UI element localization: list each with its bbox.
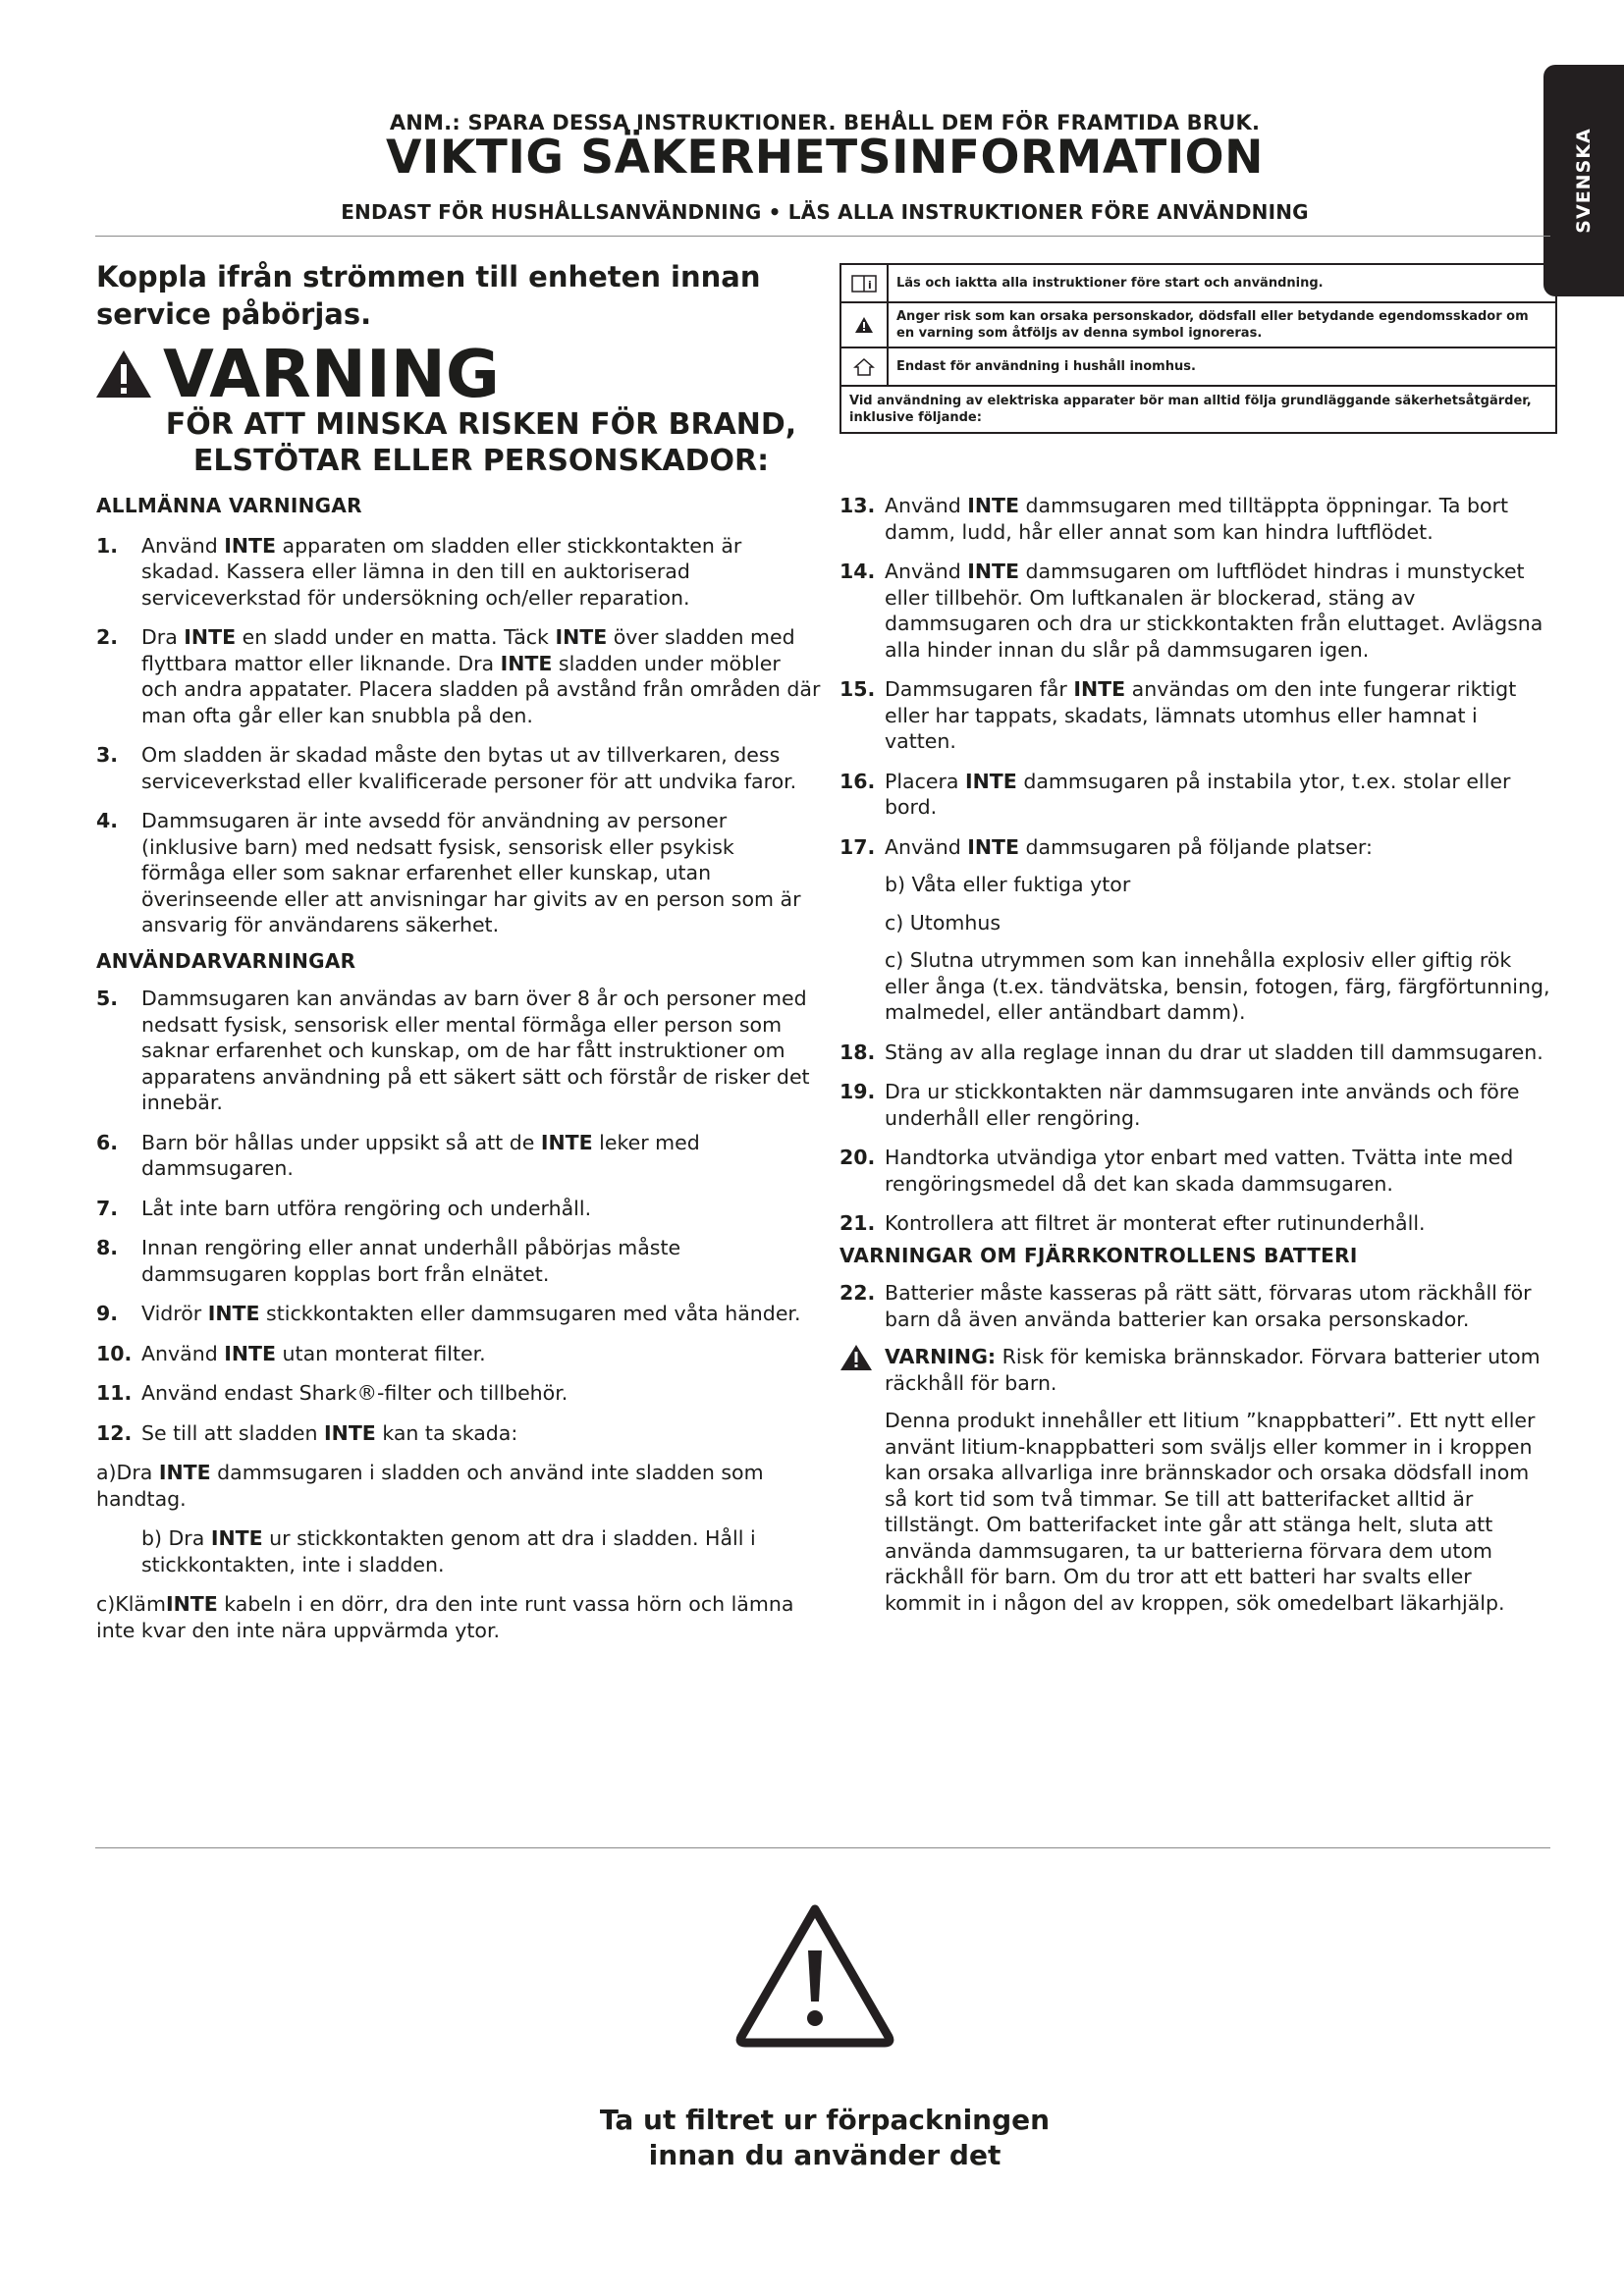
list-item <box>96 1301 823 1327</box>
list-item <box>839 1079 1553 1131</box>
sub-item <box>96 1591 823 1643</box>
legend-row-indoor <box>841 348 1555 387</box>
warning-subtitle: FÖR ATT MINSKA RISKEN FÖR BRAND, ELSTÖTAR ELLER PERSONSKADOR: <box>165 407 797 478</box>
item-text: Se till att sladden <box>141 1420 325 1445</box>
battery-paragraph: Denna produkt innehåller ett litium ”knappbatteri”. Ett nytt eller använt litium-knappbatteri som sväljs eller kommer in i kroppen kan orsaka allvarliga inre brännskador och orsaka dödsfall inom så kort tid som två timmar. Se till att batterifacket alltid är tillstängt. Om batterifacket inte går att stänga helt, sluta att använda dammsugaren, ta ur batterierna förvara dem utom räckhåll för barn. Om du tror att ett batteri har svalts eller kommit in i någon del av kroppen, sök omedelbart läkarhjälp. <box>885 1409 1536 1615</box>
item-emphasis: INTE <box>210 1526 263 1550</box>
list-item <box>839 1040 1553 1066</box>
item-text: leker med dammsugaren. <box>141 1130 700 1180</box>
item-number: 14. <box>839 560 876 583</box>
item-emphasis: INTE <box>967 560 1020 583</box>
legend-row-manual-text: Läs och iaktta alla instruktioner före start och användning. <box>896 276 1324 291</box>
item-emphasis: INTE <box>967 494 1020 517</box>
item-text: stickkontakten eller dammsugaren med våta händer. <box>259 1302 801 1325</box>
list-item <box>96 624 823 728</box>
list-item <box>96 986 823 1116</box>
item-text: a)Dra <box>96 1461 159 1484</box>
list-item <box>96 1380 823 1407</box>
item-number: 15. <box>839 677 876 701</box>
item-number: 11. <box>96 1381 133 1405</box>
header-note: ANM.: SPARA DESSA INSTRUKTIONER. BEHÅLL DEM FÖR FRAMTIDA BRUK. <box>389 111 1261 134</box>
item-text: Dammsugaren kan användas av barn över 8 år och personer med nedsatt fysisk, sensorisk eller mental förmåga eller person som saknar erfarenhet och kunskap, om de har fått instruktioner om apparatens användning på ett säkert sätt och förstår de risker det innebär. <box>141 987 810 1114</box>
item-text: Använd <box>141 1341 225 1365</box>
svg-text:i: i <box>868 278 872 292</box>
item-text: en sladd under en matta. Täck <box>236 625 556 649</box>
header-divider <box>95 236 1550 237</box>
warning-title: VARNING <box>163 336 500 412</box>
legend-row-warning-text: Anger risk som kan orsaka personskador, dödsfall eller betydande egendomsskador om en varning som åtföljs av denna symbol ignoreras. <box>896 309 1529 341</box>
item-text: dammsugaren med tilltäppta öppningar. Ta bort damm, ludd, hår eller annat som kan hindra luftflödet. <box>885 494 1509 544</box>
manual-icon <box>841 265 889 301</box>
item-text: Vidrör <box>141 1302 208 1325</box>
item-text: Använd <box>141 533 225 558</box>
left-column <box>96 493 823 1643</box>
item-emphasis: INTE <box>158 1461 211 1484</box>
item-text: Dra <box>141 625 185 649</box>
item-number: 1. <box>96 533 119 558</box>
list-item <box>96 1341 823 1367</box>
item-text: dammsugaren i sladden och använd inte sladden som handtag. <box>96 1461 764 1511</box>
item-text: över sladden med flyttbara mattor eller liknande. Dra <box>141 625 795 675</box>
list-item <box>96 1130 823 1182</box>
item-text: Använd <box>885 560 968 583</box>
warning-triangle-icon <box>94 348 153 400</box>
item-emphasis: INTE <box>555 625 608 649</box>
list-item <box>839 1280 1553 1332</box>
item-text: Batterier måste kasseras på rätt sätt, förvaras utom räckhåll för barn då även använda batterier kan orsaka personskador. <box>885 1281 1532 1331</box>
item-text: dammsugaren om luftflödet hindras i munstycket eller tillbehör. Om luftkanalen är blockerad, stäng av dammsugaren och dra ur stickkontakten från eluttaget. Avlägsna alla hinder innan du slår på dammsugaren igen. <box>885 560 1543 662</box>
item-text: dammsugaren på följande platser: <box>1019 834 1373 859</box>
item-number: 3. <box>96 743 119 767</box>
item-text: Dra ur stickkontakten när dammsugaren inte används och före underhåll eller rengöring. <box>885 1080 1520 1130</box>
battery-warning <box>839 1344 1553 1396</box>
item-number: 22. <box>839 1281 876 1305</box>
legend-row-warning <box>841 303 1555 348</box>
item-emphasis: INTE <box>184 625 237 649</box>
item-text: Risk för kemiska brännskador. Förvara batterier utom räckhåll för barn. <box>885 1345 1541 1395</box>
item-emphasis: INTE <box>540 1130 593 1154</box>
language-tab-label: SVENSKA <box>1573 128 1595 234</box>
item-emphasis: INTE <box>965 769 1017 793</box>
item-number: 19. <box>839 1080 876 1103</box>
section-heading-battery: VARNINGAR OM FJÄRRKONTROLLENS BATTERI <box>839 1243 1358 1267</box>
header-subtitle: ENDAST FÖR HUSHÅLLSANVÄNDNING • LÄS ALLA INSTRUKTIONER FÖRE ANVÄNDNING <box>341 200 1309 224</box>
list-item <box>96 1235 823 1287</box>
item-emphasis: INTE <box>324 1420 376 1445</box>
item-text: sladden under möbler och andra appatater. Placera sladden på avstånd från områden där man ofta går eller kan snubbla på den. <box>141 651 821 727</box>
item-text: Handtorka utvändiga ytor enbart med vatten. Tvätta inte med rengöringsmedel då det kan skada dammsugaren. <box>885 1146 1514 1196</box>
list-item <box>839 1145 1553 1197</box>
item-number: 12. <box>96 1420 133 1445</box>
list-item <box>96 533 823 612</box>
item-text: Barn bör hållas under uppsikt så att de <box>141 1130 541 1154</box>
item-number: 21. <box>839 1211 876 1235</box>
language-tab <box>1543 65 1624 296</box>
item-number: 7. <box>96 1196 119 1220</box>
item-text: kabeln i en dörr, dra den inte runt vassa hörn och lämna inte kvar den inte nära uppvärmda ytor. <box>96 1592 794 1642</box>
sub-item: c) Utomhus <box>885 910 1001 934</box>
warning-label: VARNING: <box>885 1345 997 1368</box>
warning-small-icon <box>841 303 889 347</box>
item-text: Stäng av alla reglage innan du drar ut sladden till dammsugaren. <box>885 1040 1543 1064</box>
item-number: 17. <box>839 834 876 859</box>
item-text: Dammsugaren är inte avsedd för användning av personer (inklusive barn) med nedsatt fysisk, sensorisk eller psykisk förmåga eller som saknar erfarenhet eller kunskap, utan överinseende eller att anvisningar har givits av en person som är ansvarig för användarens säkerhet. <box>141 809 801 936</box>
item-text: Låt inte barn utföra rengöring och underhåll. <box>141 1196 592 1220</box>
item-number: 5. <box>96 987 119 1010</box>
warning-triangle-icon <box>839 1344 873 1378</box>
item-emphasis: INTE <box>207 1302 260 1325</box>
item-number: 2. <box>96 625 119 649</box>
item-number: 10. <box>96 1341 133 1365</box>
item-emphasis: INTE <box>1073 677 1126 701</box>
filter-notice-line1: Ta ut filtret ur förpackningen <box>599 2104 1051 2136</box>
list-item <box>839 493 1553 545</box>
section-heading-user: ANVÄNDARVARNINGAR <box>96 948 356 973</box>
warning-heading <box>94 338 500 410</box>
sub-item: c) Slutna utrymmen som kan innehålla explosiv eller giftig rök eller ånga (t.ex. tändvätska, bensin, fotogen, färg, färgförtunning, malmedel, eller antändbart damm). <box>885 948 1550 1024</box>
filter-notice <box>491 2103 1159 2173</box>
lead-text: Koppla ifrån strömmen till enheten innan service påbörjas. <box>96 260 761 331</box>
item-text: utan monterat filter. <box>276 1341 486 1365</box>
item-number: 9. <box>96 1302 119 1325</box>
sub-item <box>96 1525 823 1577</box>
large-warning-icon <box>731 1899 898 2052</box>
item-text: Om sladden är skadad måste den bytas ut av tillverkaren, dess serviceverkstad eller kvalificerade personer för att undvika faror. <box>141 743 797 793</box>
item-text: Placera <box>885 769 966 793</box>
footer-divider <box>95 1847 1550 1848</box>
legend-general-text: Vid användning av elektriska apparater bör man alltid följa grundläggande säkerhetsåtgärder, inklusive följande: <box>849 394 1532 425</box>
list-item <box>839 1210 1553 1237</box>
list-item <box>839 559 1553 663</box>
item-text: Använd endast Shark®-filter och tillbehör. <box>141 1381 568 1405</box>
item-text: c)Kläm <box>96 1592 166 1616</box>
house-icon <box>841 348 889 385</box>
legend-row-general <box>841 387 1555 432</box>
symbol-legend <box>839 263 1557 434</box>
item-number: 18. <box>839 1040 876 1064</box>
legend-row-manual <box>841 265 1555 303</box>
item-text: kan ta skada: <box>375 1420 518 1445</box>
item-text: apparaten om sladden eller stickkontakten är skadad. Kassera eller lämna in den till en auktoriserad serviceverkstad för undersökning och/eller reparation. <box>141 533 742 610</box>
right-column <box>839 493 1553 1616</box>
section-heading-general: ALLMÄNNA VARNINGAR <box>96 494 362 517</box>
item-emphasis: INTE <box>224 1341 277 1365</box>
item-text: b) Dra <box>141 1526 211 1550</box>
sub-item: b) Våta eller fuktiga ytor <box>885 873 1131 896</box>
filter-notice-line2: innan du använder det <box>648 2139 1001 2171</box>
item-text: användas om den inte fungerar riktigt eller har tappats, skadats, lämnats utomhus eller hamnat i vatten. <box>885 677 1517 753</box>
item-text: Innan rengöring eller annat underhåll påbörjas måste dammsugaren kopplas bort från elnätet. <box>141 1236 681 1286</box>
list-item <box>96 742 823 794</box>
list-item <box>96 1420 823 1447</box>
item-number: 4. <box>96 809 119 832</box>
item-text: ur stickkontakten genom att dra i sladden. Håll i stickkontakten, inte i sladden. <box>141 1526 756 1576</box>
item-text: Använd <box>885 834 968 859</box>
sub-item <box>96 1460 823 1512</box>
item-emphasis: INTE <box>224 533 277 558</box>
list-item <box>839 769 1553 821</box>
legend-row-indoor-text: Endast för användning i hushåll inomhus. <box>896 359 1196 374</box>
item-number: 8. <box>96 1236 119 1259</box>
item-text: Dammsugaren får <box>885 677 1074 701</box>
item-text: dammsugaren på instabila ytor, t.ex. stolar eller bord. <box>885 769 1511 819</box>
item-number: 6. <box>96 1130 119 1154</box>
list-item <box>839 676 1553 755</box>
item-number: 20. <box>839 1146 876 1169</box>
item-number: 13. <box>839 494 876 517</box>
list-item <box>839 834 1553 861</box>
item-emphasis: INTE <box>165 1592 218 1616</box>
page-title: VIKTIG SÄKERHETSINFORMATION <box>386 131 1264 185</box>
item-text: Kontrollera att filtret är monterat efter rutinunderhåll. <box>885 1211 1426 1235</box>
item-emphasis: INTE <box>500 651 553 675</box>
list-item <box>96 1196 823 1222</box>
item-emphasis: INTE <box>967 834 1020 859</box>
item-text: Använd <box>885 494 968 517</box>
item-number: 16. <box>839 769 876 793</box>
list-item <box>96 808 823 938</box>
